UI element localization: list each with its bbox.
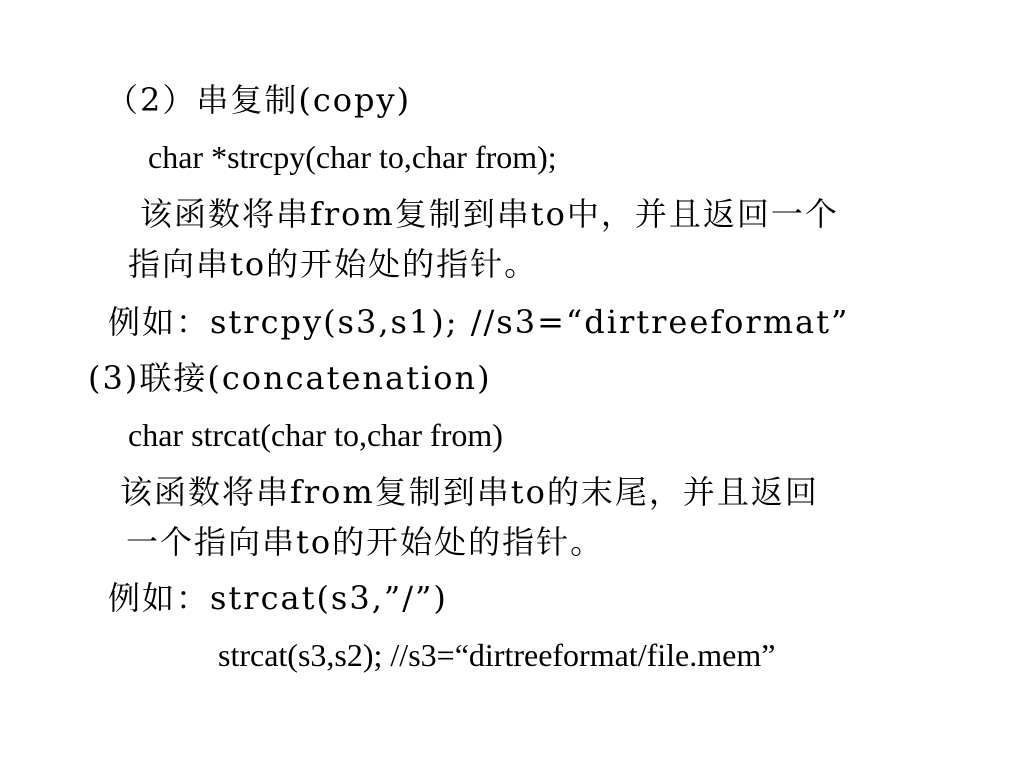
strcat-signature: char strcat(char to,char from) bbox=[128, 417, 503, 453]
strcat-description-line-1: 该函数将串from复制到串to的末尾，并且返回 bbox=[120, 473, 819, 511]
strcat-example-line-1: 例如：strcat(s3,”/”) bbox=[108, 579, 448, 617]
strcpy-description-line-1: 该函数将串from复制到串to中，并且返回一个 bbox=[140, 195, 839, 233]
strcpy-signature: char *strcpy(char to,char from); bbox=[148, 139, 557, 175]
strcat-example-line-2: strcat(s3,s2); //s3=“dirtreeformat/file.mem” bbox=[218, 637, 776, 673]
strcpy-example: 例如：strcpy(s3,s1); //s3=“dirtreeformat” bbox=[108, 303, 850, 341]
strcpy-description-line-2: 指向串to的开始处的指针。 bbox=[128, 245, 539, 283]
strcat-description-line-2: 一个指向串to的开始处的指针。 bbox=[126, 523, 605, 561]
concat-heading: (3)联接(concatenation) bbox=[88, 359, 492, 397]
copy-heading: （2）串复制(copy) bbox=[106, 81, 412, 119]
